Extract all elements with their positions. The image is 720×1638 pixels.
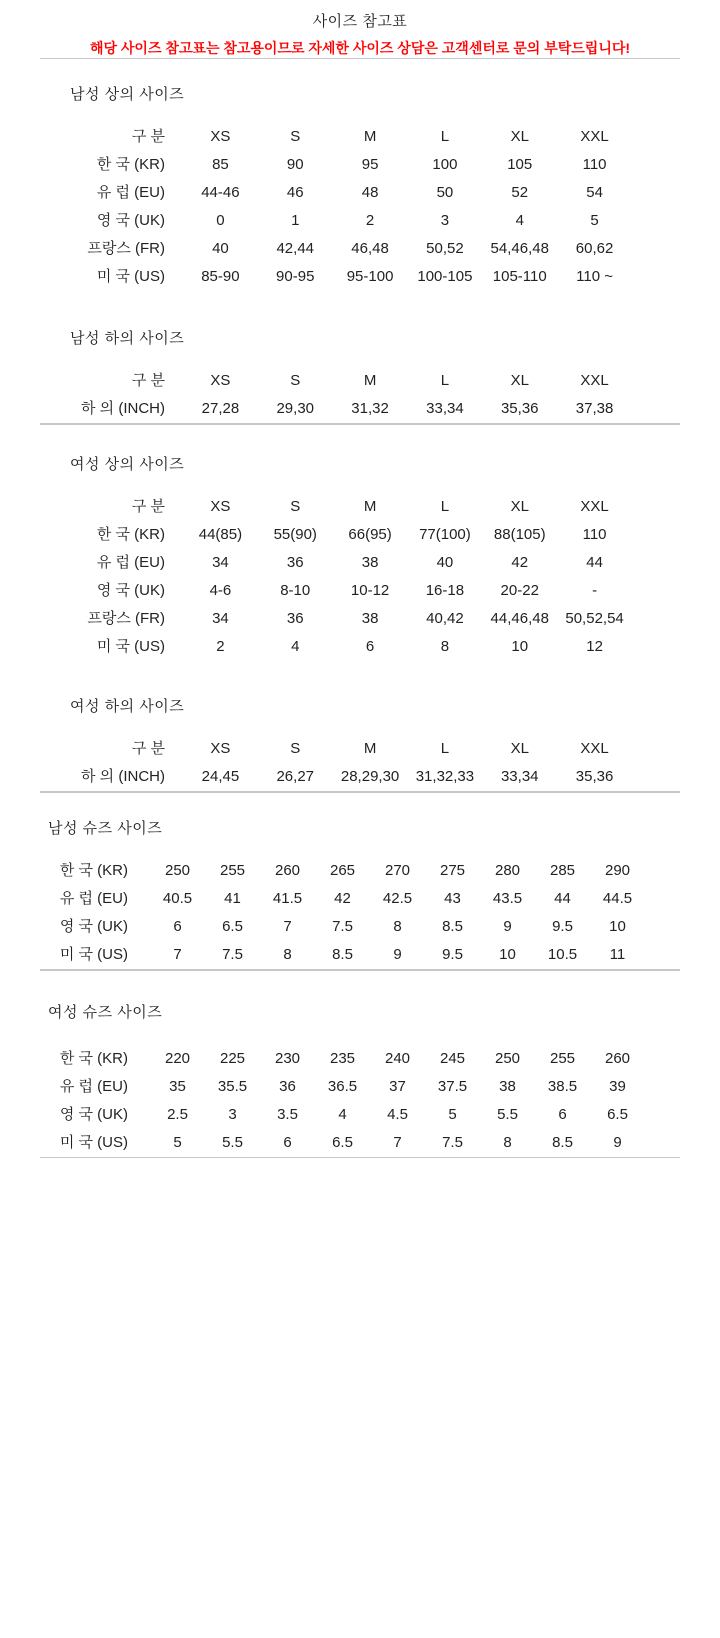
size-value: 100 bbox=[432, 156, 458, 173]
size-value: 8 bbox=[503, 1134, 512, 1151]
size-value: 41.5 bbox=[272, 890, 303, 907]
column-header: XXL bbox=[580, 498, 609, 515]
size-value: 24,45 bbox=[201, 768, 240, 785]
size-value: 4 bbox=[291, 638, 300, 655]
size-value: 10-12 bbox=[350, 582, 390, 599]
size-value: 7.5 bbox=[332, 918, 353, 935]
size-value: 0 bbox=[216, 212, 225, 229]
size-value: 66(95) bbox=[348, 526, 392, 543]
size-value: 10 bbox=[609, 918, 626, 935]
column-header: L bbox=[440, 128, 450, 145]
section-womens-bottoms bbox=[0, 697, 720, 791]
size-value: 4 bbox=[338, 1106, 347, 1123]
section-mens-tops bbox=[0, 85, 720, 291]
size-value: 40,42 bbox=[426, 610, 464, 627]
size-value: 2.5 bbox=[167, 1106, 188, 1123]
size-value: 250 bbox=[164, 862, 191, 879]
size-value: 37.5 bbox=[437, 1078, 468, 1095]
size-value: 44,46,48 bbox=[490, 610, 549, 627]
row-label: 미 국 (US) bbox=[96, 268, 165, 285]
section-heading-mens-bottoms: 남성 하의 사이즈 bbox=[70, 330, 185, 347]
row-label: 미 국 (US) bbox=[59, 1134, 128, 1151]
size-value: 6.5 bbox=[607, 1106, 628, 1123]
size-value: 5 bbox=[448, 1106, 457, 1123]
size-value: 285 bbox=[549, 862, 576, 879]
size-value: 54 bbox=[586, 184, 603, 201]
size-value: 44(85) bbox=[198, 526, 243, 543]
size-value: 280 bbox=[494, 862, 521, 879]
size-value: 38 bbox=[361, 554, 379, 571]
section-womens-shoes bbox=[0, 1003, 720, 1157]
size-value: 8 bbox=[393, 918, 402, 935]
section-mens-bottoms bbox=[0, 329, 720, 423]
size-value: 8.5 bbox=[552, 1134, 573, 1151]
size-value: 39 bbox=[609, 1078, 626, 1095]
size-value: 55(90) bbox=[273, 526, 317, 543]
size-value: 42 bbox=[334, 890, 351, 907]
size-value: 6 bbox=[173, 918, 182, 935]
size-value: 88(105) bbox=[493, 526, 546, 543]
row-label: 유 럽 (EU) bbox=[96, 184, 165, 201]
size-value: 245 bbox=[439, 1050, 466, 1067]
row-label: 하 의 (INCH) bbox=[81, 768, 165, 785]
size-value: 1 bbox=[291, 212, 300, 229]
size-value: 29,30 bbox=[276, 400, 315, 417]
size-value: 255 bbox=[219, 862, 246, 879]
row-label: 유 럽 (EU) bbox=[59, 1078, 128, 1095]
size-value: 225 bbox=[219, 1050, 246, 1067]
column-header: XS bbox=[210, 128, 231, 145]
row-label: 영 국 (UK) bbox=[96, 212, 165, 229]
notice-text: 해당 사이즈 참고표는 참고용이므로 자세한 사이즈 상담은 고객센터로 문의 부탁드립니다! bbox=[89, 40, 631, 56]
size-value: 90-95 bbox=[276, 268, 315, 285]
size-value: 42.5 bbox=[382, 890, 413, 907]
size-value: 35,36 bbox=[500, 400, 539, 417]
column-header: XL bbox=[510, 372, 529, 389]
size-value: 8.5 bbox=[442, 918, 463, 935]
size-table-mens-tops bbox=[70, 123, 632, 291]
row-label: 미 국 (US) bbox=[96, 638, 165, 655]
size-table-womens-tops bbox=[70, 493, 632, 661]
size-value: 7.5 bbox=[442, 1134, 463, 1151]
size-value: 43 bbox=[444, 890, 461, 907]
section-heading-womens-shoes: 여성 슈즈 사이즈 bbox=[48, 1004, 163, 1021]
size-value: 38 bbox=[499, 1078, 516, 1095]
size-value: 36.5 bbox=[327, 1078, 358, 1095]
size-value: 6 bbox=[283, 1134, 292, 1151]
row-label: 영 국 (UK) bbox=[59, 1106, 128, 1123]
size-value: 36 bbox=[279, 1078, 296, 1095]
size-value: 35.5 bbox=[217, 1078, 248, 1095]
size-table-womens-bottoms bbox=[70, 735, 632, 791]
size-value: 11 bbox=[609, 946, 626, 963]
size-value: 265 bbox=[329, 862, 356, 879]
row-label: 프랑스 (FR) bbox=[87, 240, 165, 257]
size-value: 95 bbox=[361, 156, 379, 173]
size-value: 77(100) bbox=[419, 526, 471, 543]
size-value: 3 bbox=[228, 1106, 237, 1123]
size-value: 9.5 bbox=[552, 918, 573, 935]
section-divider bbox=[40, 970, 680, 971]
section-heading-mens-shoes: 남성 슈즈 사이즈 bbox=[48, 820, 163, 837]
section-divider bbox=[40, 1157, 680, 1158]
section-heading-womens-tops: 여성 상의 사이즈 bbox=[70, 456, 185, 473]
size-value: 8.5 bbox=[332, 946, 353, 963]
row-label: 하 의 (INCH) bbox=[81, 400, 165, 417]
size-value: 4-6 bbox=[209, 582, 232, 599]
size-value: 5 bbox=[590, 212, 599, 229]
size-value: 85 bbox=[212, 156, 229, 173]
size-value: 110 bbox=[582, 526, 607, 543]
column-header: M bbox=[363, 128, 377, 145]
column-header: XS bbox=[210, 498, 231, 515]
size-value: 46 bbox=[286, 184, 304, 201]
size-value: 5 bbox=[173, 1134, 182, 1151]
size-value: 35,36 bbox=[575, 768, 614, 785]
row-label: 한 국 (KR) bbox=[96, 526, 165, 543]
size-value: 9.5 bbox=[442, 946, 463, 963]
column-header: XXL bbox=[580, 128, 609, 145]
size-value: 38.5 bbox=[547, 1078, 578, 1095]
size-value: 33,34 bbox=[426, 400, 464, 417]
size-value: 40 bbox=[436, 554, 454, 571]
size-table-mens-bottoms bbox=[70, 367, 632, 423]
size-value: 26,27 bbox=[276, 768, 315, 785]
row-label: 유 럽 (EU) bbox=[59, 890, 128, 907]
size-value: 85-90 bbox=[201, 268, 240, 285]
size-value: 275 bbox=[439, 862, 466, 879]
size-value: 110 ~ bbox=[576, 268, 613, 285]
size-value: 5.5 bbox=[222, 1134, 243, 1151]
size-value: 60,62 bbox=[575, 240, 614, 257]
column-header: S bbox=[290, 498, 301, 515]
size-value: 44.5 bbox=[602, 890, 633, 907]
size-value: 6 bbox=[365, 638, 375, 655]
size-value: 46,48 bbox=[351, 240, 389, 257]
column-header: XL bbox=[510, 498, 529, 515]
column-header: S bbox=[290, 740, 301, 757]
row-label: 한 국 (KR) bbox=[59, 1050, 128, 1067]
size-value: 6.5 bbox=[222, 918, 243, 935]
section-heading-mens-tops: 남성 상의 사이즈 bbox=[70, 86, 185, 103]
size-value: 27,28 bbox=[201, 400, 240, 417]
column-header: L bbox=[440, 372, 450, 389]
size-value: 235 bbox=[329, 1050, 356, 1067]
size-value: 42,44 bbox=[276, 240, 315, 257]
size-value: 220 bbox=[164, 1050, 191, 1067]
column-header: 구 분 bbox=[131, 128, 165, 145]
row-label: 유 럽 (EU) bbox=[96, 554, 165, 571]
size-value: 240 bbox=[384, 1050, 411, 1067]
size-value: 54,46,48 bbox=[490, 240, 549, 257]
size-table-mens-shoes bbox=[46, 857, 645, 969]
size-value: 4 bbox=[515, 212, 524, 229]
size-value: 6.5 bbox=[332, 1134, 353, 1151]
column-header: L bbox=[440, 740, 450, 757]
size-value: 31,32 bbox=[351, 400, 389, 417]
size-value: 105 bbox=[507, 156, 533, 173]
size-value: - bbox=[592, 582, 598, 599]
size-value: 48 bbox=[361, 184, 379, 201]
row-label: 한 국 (KR) bbox=[96, 156, 165, 173]
size-value: 42 bbox=[511, 554, 529, 571]
column-header: XL bbox=[510, 128, 529, 145]
section-divider bbox=[40, 58, 680, 59]
size-value: 44 bbox=[554, 890, 571, 907]
section-womens-tops bbox=[0, 455, 720, 661]
size-value: 33,34 bbox=[500, 768, 539, 785]
column-header: M bbox=[363, 740, 377, 757]
size-value: 8 bbox=[283, 946, 292, 963]
size-value: 34 bbox=[212, 554, 229, 571]
size-value: 8-10 bbox=[280, 582, 311, 599]
size-value: 110 bbox=[582, 156, 607, 173]
size-value: 50 bbox=[436, 184, 454, 201]
size-value: 28,29,30 bbox=[340, 768, 400, 785]
size-value: 230 bbox=[274, 1050, 301, 1067]
size-value: 5.5 bbox=[497, 1106, 518, 1123]
column-header: XXL bbox=[580, 740, 609, 757]
size-value: 100-105 bbox=[417, 268, 473, 285]
size-value: 255 bbox=[549, 1050, 576, 1067]
size-value: 10 bbox=[511, 638, 529, 655]
size-value: 7.5 bbox=[222, 946, 243, 963]
size-value: 3.5 bbox=[277, 1106, 298, 1123]
size-value: 20-22 bbox=[500, 582, 539, 599]
row-label: 한 국 (KR) bbox=[59, 862, 128, 879]
size-value: 52 bbox=[511, 184, 529, 201]
size-value: 270 bbox=[384, 862, 411, 879]
column-header: XS bbox=[210, 372, 231, 389]
size-value: 95-100 bbox=[346, 268, 394, 285]
row-label: 미 국 (US) bbox=[59, 946, 128, 963]
size-value: 31,32,33 bbox=[415, 768, 475, 785]
size-value: 12 bbox=[586, 638, 603, 655]
row-label: 프랑스 (FR) bbox=[87, 610, 165, 627]
size-value: 7 bbox=[283, 918, 292, 935]
column-header: 구 분 bbox=[131, 740, 165, 757]
size-value: 36 bbox=[286, 610, 304, 627]
size-value: 40.5 bbox=[162, 890, 193, 907]
column-header: M bbox=[363, 498, 377, 515]
section-divider bbox=[40, 424, 680, 425]
size-value: 8 bbox=[440, 638, 450, 655]
size-value: 260 bbox=[274, 862, 301, 879]
page-title: 사이즈 참고표 bbox=[312, 13, 408, 30]
size-value: 50,52,54 bbox=[565, 610, 624, 627]
size-value: 2 bbox=[365, 212, 375, 229]
size-value: 2 bbox=[216, 638, 225, 655]
section-mens-shoes bbox=[0, 819, 720, 969]
column-header: 구 분 bbox=[131, 372, 165, 389]
size-value: 7 bbox=[393, 1134, 402, 1151]
column-header: S bbox=[290, 372, 301, 389]
size-value: 90 bbox=[286, 156, 304, 173]
size-value: 6 bbox=[558, 1106, 567, 1123]
size-value: 10.5 bbox=[547, 946, 578, 963]
size-value: 9 bbox=[503, 918, 512, 935]
size-value: 50,52 bbox=[426, 240, 464, 257]
size-value: 41 bbox=[224, 890, 241, 907]
section-heading-womens-bottoms: 여성 하의 사이즈 bbox=[70, 698, 185, 715]
row-label: 영 국 (UK) bbox=[96, 582, 165, 599]
column-header: 구 분 bbox=[131, 498, 165, 515]
size-value: 43.5 bbox=[492, 890, 523, 907]
size-value: 250 bbox=[494, 1050, 521, 1067]
size-value: 9 bbox=[393, 946, 402, 963]
column-header: XXL bbox=[580, 372, 609, 389]
column-header: XL bbox=[510, 740, 529, 757]
size-value: 7 bbox=[173, 946, 182, 963]
size-value: 34 bbox=[212, 610, 229, 627]
size-table-womens-shoes bbox=[46, 1045, 645, 1157]
size-value: 44 bbox=[586, 554, 603, 571]
size-value: 16-18 bbox=[425, 582, 465, 599]
size-value: 105-110 bbox=[492, 268, 547, 285]
size-value: 10 bbox=[499, 946, 516, 963]
section-divider bbox=[40, 792, 680, 793]
column-header: L bbox=[440, 498, 450, 515]
column-header: XS bbox=[210, 740, 231, 757]
size-value: 37 bbox=[389, 1078, 406, 1095]
size-value: 44-46 bbox=[201, 184, 240, 201]
column-header: M bbox=[363, 372, 377, 389]
size-value: 38 bbox=[361, 610, 379, 627]
size-value: 35 bbox=[169, 1078, 186, 1095]
size-value: 4.5 bbox=[387, 1106, 408, 1123]
size-value: 9 bbox=[613, 1134, 622, 1151]
column-header: S bbox=[290, 128, 301, 145]
row-label: 영 국 (UK) bbox=[59, 918, 128, 935]
size-value: 37,38 bbox=[575, 400, 614, 417]
size-value: 260 bbox=[604, 1050, 631, 1067]
size-value: 36 bbox=[286, 554, 304, 571]
size-value: 40 bbox=[212, 240, 229, 257]
size-value: 3 bbox=[440, 212, 450, 229]
size-value: 290 bbox=[604, 862, 631, 879]
